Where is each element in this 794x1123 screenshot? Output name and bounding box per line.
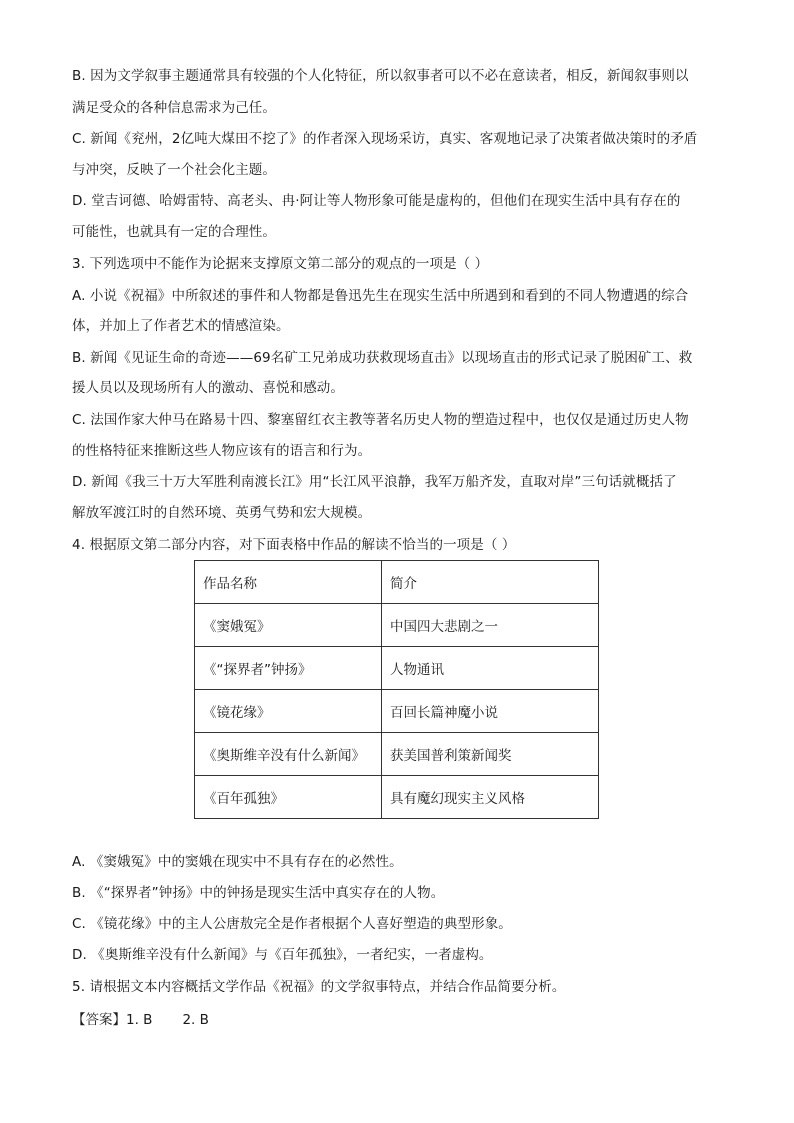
table-cell-title: 《窦娥冤》 [195, 604, 382, 647]
table-cell-intro: 中国四大悲剧之一 [382, 604, 599, 647]
table-row [195, 733, 599, 776]
q3-stem: 3. 下列选项中不能作为论据来支撑原文第二部分的观点的一项是（ ） [72, 256, 489, 272]
table-row [195, 690, 599, 733]
q3-option-d-line1: D. 新闻《我三十万大军胜利南渡长江》用“长江风平浪静，我军万船齐发，直取对岸”三句话就概括了 [72, 474, 677, 490]
table-cell-title: 《百年孤独》 [195, 776, 382, 819]
table-cell-intro: 获美国普利策新闻奖 [382, 733, 599, 776]
q3-option-c-line2: 的性格特征来推断这些人物应该有的语言和行为。 [72, 443, 372, 459]
table-row [195, 776, 599, 819]
q4-option-a: A. 《窦娥冤》中的窦娥在现实中不具有存在的必然性。 [72, 854, 403, 870]
table-cell-intro: 百回长篇神魔小说 [382, 690, 599, 733]
answer-line [72, 1010, 209, 1030]
q2-option-c-line1: C. 新闻《兖州，2亿吨大煤田不挖了》的作者深入现场采访，真实、客观地记录了决策者做决策时的矛盾 [72, 131, 698, 147]
table-header-cell: 作品名称 [195, 561, 382, 604]
q3-option-a-line1: A. 小说《祝福》中所叙述的事件和人物都是鲁迅先生在现实生活中所遇到和看到的不同人物遭遇的综合 [72, 288, 689, 304]
q2-option-c-line2: 与冲突，反映了一个社会化主题。 [72, 162, 276, 178]
q3-option-b-line1: B. 新闻《见证生命的奇迹——69名矿工兄弟成功获救现场直击》以现场直击的形式记录了脱困矿工、救 [72, 350, 693, 366]
q2-option-d-line2: 可能性，也就具有一定的合理性。 [72, 224, 276, 240]
q4-option-c: C. 《镜花缘》中的主人公唐敖完全是作者根据个人喜好塑造的典型形象。 [72, 916, 512, 932]
q3-option-c-line1: C. 法国作家大仲马在路易十四、黎塞留红衣主教等著名历史人物的塑造过程中，也仅仅是通过历史人物 [72, 412, 689, 428]
q2-option-b-line1: B. 因为文学叙事主题通常具有较强的个人化特征，所以叙事者可以不必在意读者，相反，新闻叙事则以 [72, 68, 689, 84]
q3-option-b-line2: 援人员以及现场所有人的激动、喜悦和感动。 [72, 380, 344, 396]
q3-option-a-line2: 体，并加上了作者艺术的情感渲染。 [72, 318, 290, 334]
table-header-cell: 简介 [382, 561, 599, 604]
table-row [195, 647, 599, 690]
table-cell-title: 《“探界者”钟扬》 [195, 647, 382, 690]
q2-option-d-line1: D. 堂吉诃德、哈姆雷特、高老头、冉·阿让等人物形象可能是虚构的，但他们在现实生活中具有存在的 [72, 193, 681, 209]
works-table [194, 560, 599, 819]
q3-option-d-line2: 解放军渡江时的自然环境、英勇气势和宏大规模。 [72, 505, 372, 521]
table-cell-intro: 具有魔幻现实主义风格 [382, 776, 599, 819]
answer-1: 1. B [126, 1012, 153, 1028]
q5-stem: 5. 请根据文本内容概括文学作品《祝福》的文学叙事特点，并结合作品简要分析。 [72, 979, 566, 995]
table-row [195, 604, 599, 647]
q4-option-d: D. 《奥斯维辛没有什么新闻》与《百年孤独》，一者纪实，一者虚构。 [72, 947, 493, 963]
answer-label: 【答案】 [72, 1012, 126, 1028]
answer-2: 2. B [182, 1012, 209, 1028]
table-cell-title: 《奥斯维辛没有什么新闻》 [195, 733, 382, 776]
q4-option-b: B. 《“探界者”钟扬》中的钟扬是现实生活中真实存在的人物。 [72, 885, 445, 901]
table-cell-title: 《镜花缘》 [195, 690, 382, 733]
table-header-row [195, 561, 599, 604]
q4-stem: 4. 根据原文第二部分内容，对下面表格中作品的解读不恰当的一项是（ ） [72, 537, 516, 553]
q2-option-b-line2: 满足受众的各种信息需求为己任。 [72, 100, 276, 116]
table-cell-intro: 人物通讯 [382, 647, 599, 690]
